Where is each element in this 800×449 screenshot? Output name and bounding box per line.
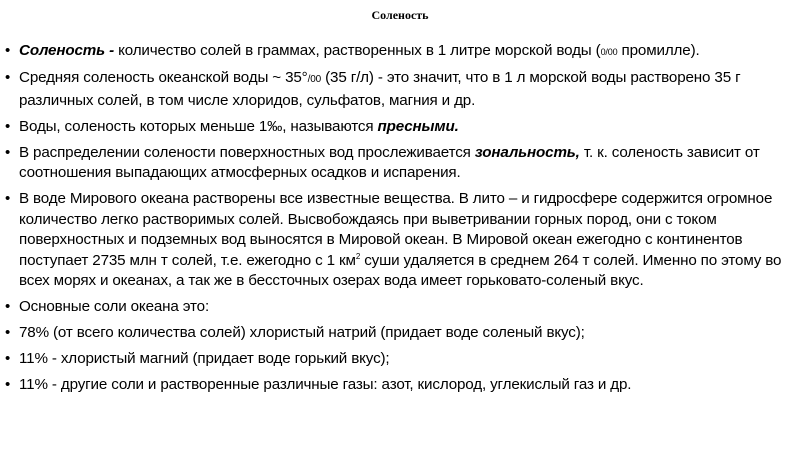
- list-item-zonality: [0, 143, 800, 184]
- item-text-end: т. к. соленость зависит от соотношения выпадающих атмосферных осадков и испарения.: [19, 143, 760, 181]
- item-text: 78% (от всего количества солей) хлористый натрий (придает воде соленый вкус);: [19, 324, 585, 341]
- list-item-magnesium-chloride: [0, 349, 800, 370]
- promille-unit: /00: [307, 74, 322, 85]
- item-text: Средняя соленость океанской воды ~ 35°: [19, 69, 308, 86]
- bullet-list: [0, 41, 800, 401]
- term-salinity: Соленость -: [19, 42, 114, 59]
- bullet-icon: •: [5, 69, 11, 86]
- item-text-end: суши удаляется в среднем 264 т солей. Именно по этому во всех морях и океанах, а так же в бессточных озерах вода имеет горьковато-соленый вкус.: [19, 251, 782, 289]
- bullet-icon: •: [5, 190, 11, 207]
- bullet-icon: •: [5, 350, 11, 367]
- list-item-sodium-chloride: [0, 323, 800, 344]
- superscript-2: 2: [355, 251, 361, 261]
- item-text: 11% - хлористый магний (придает воде горький вкус);: [19, 350, 390, 367]
- item-text: Воды, соленость которых меньше 1‰, называются: [19, 117, 378, 135]
- bullet-icon: •: [5, 143, 11, 161]
- list-item-dissolved-substances: [0, 189, 800, 292]
- item-text: В распределении солености поверхностных вод прослеживается: [19, 143, 475, 161]
- term-zonality: зональность,: [474, 143, 580, 161]
- bullet-icon: •: [5, 117, 11, 135]
- bullet-icon: •: [5, 298, 11, 315]
- list-item-other-salts: [0, 375, 800, 396]
- bullet-icon: •: [5, 324, 11, 341]
- item-text: Основные соли океана это:: [19, 298, 210, 315]
- list-item-main-salts: [0, 297, 800, 318]
- item-text: В воде Мирового океана растворены все известные вещества. В лито – и гидросфере содержится огромное количество легко растворимых солей. Высвобождаясь при выветривании горных пород, они с током поверхностных и подземных вод выносятся в Мировой океан. В Мировой океан ежегодно с континентов поступает 2735 млн т солей, т.е. ежегодно с 1 км: [19, 190, 773, 269]
- item-text: количество солей в граммах, растворенных в 1 литре морской воды (: [114, 42, 601, 59]
- promille-unit: 0/00: [600, 47, 618, 57]
- list-item-definition: [0, 41, 800, 63]
- item-text: 11% - другие соли и растворенные различные газы: азот, кислород, углекислый газ и др.: [19, 376, 632, 393]
- term-fresh: пресными.: [377, 117, 459, 135]
- list-item-fresh-water: [0, 117, 800, 138]
- bullet-icon: •: [5, 376, 11, 393]
- slide-title: Соленость: [371, 8, 429, 22]
- bullet-icon: •: [5, 42, 11, 59]
- item-text-end: промилле).: [617, 42, 700, 59]
- item-text-end: (35 г/л) - это значит, что в 1 л морской воды растворено 35 г различных солей, в том числе хлоридов, сульфатов, магния и др.: [19, 69, 741, 109]
- list-item-average-salinity: [0, 68, 800, 111]
